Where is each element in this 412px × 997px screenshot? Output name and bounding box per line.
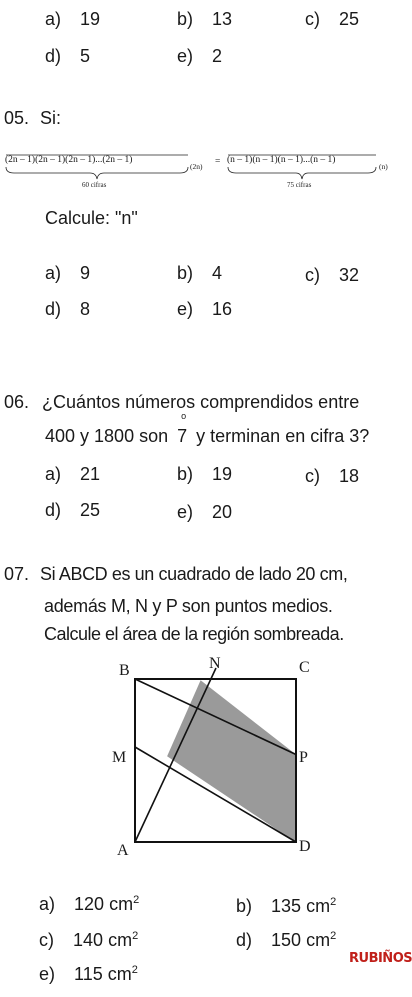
q05-option-c: c) 32 — [305, 265, 360, 285]
q06-option-c: c) 18 — [305, 466, 360, 486]
q05-option-d: d) 8 — [45, 299, 91, 319]
shaded-region — [167, 680, 296, 842]
q05-prompt: Calcule: "n" — [45, 208, 138, 228]
q05-rhs-base: (n) — [379, 162, 388, 171]
q06-line1: 06. ¿Cuántos números comprendidos entre — [4, 392, 360, 412]
q06-option-b: b) 19 — [177, 464, 233, 484]
q07-option-a: a) 120 $cm^2$ — [39, 894, 140, 914]
label-n: N — [209, 655, 221, 672]
q06-multiple: o 7 — [177, 411, 188, 446]
label-d: D — [299, 838, 311, 855]
q04-option-c: c) 25 — [305, 9, 360, 29]
q05-option-a: a) 9 — [45, 263, 91, 283]
q04-option-d: d) 5 — [45, 46, 91, 66]
q07-line1: 07. Si ABCD es un cuadrado de lado 20 cm, — [4, 564, 348, 584]
q06-option-a: a) 21 — [45, 464, 101, 484]
label-m: M — [112, 749, 127, 766]
q07-option-b: b) 135 $cm^2$ — [236, 896, 337, 916]
q07-option-e: e) 115 $cm^2$ — [39, 964, 138, 984]
q06-option-d: d) 25 — [45, 500, 101, 520]
q07-line3: Calcule el área de la región sombreada. — [44, 624, 344, 644]
q04-option-a: a) 19 — [45, 9, 101, 29]
q05-lhs-base: (2n) — [190, 162, 203, 171]
label-p: P — [299, 749, 308, 766]
label-b: B — [119, 662, 130, 679]
q07-option-c: c) 140 $cm^2$ — [39, 930, 139, 950]
q07-line2: además M, N y P son puntos medios. — [44, 596, 333, 616]
q05-option-e: e) 16 — [177, 299, 233, 319]
q04-option-e: e) 2 — [177, 46, 223, 66]
q05-header: 05. Si: — [4, 108, 62, 128]
q05-option-b: b) 4 — [177, 263, 223, 283]
q04-option-b: b) 13 — [177, 9, 233, 29]
q06-multiple-mark: o — [181, 411, 187, 421]
label-a: A — [117, 842, 129, 859]
q06-option-e: e) 20 — [177, 502, 233, 522]
q07-option-d: d) 150 $cm^2$ — [236, 930, 337, 950]
q05-rhs: (n – 1)(n – 1)(n – 1)...(n – 1) — [227, 155, 336, 165]
q06-line2: 400 y 1800 son o 7 y terminan en cifra 3? — [45, 411, 370, 446]
q05-equals: = — [215, 157, 221, 167]
q05-lhs: (2n – 1)(2n – 1)(2n – 1)...(2n – 1) — [5, 155, 133, 165]
q05-lhs-brace-label: 60 cifras — [82, 181, 107, 189]
q05-braces — [0, 150, 400, 190]
label-c: C — [299, 659, 310, 676]
publisher-logo: RUBIÑOS — [349, 951, 412, 966]
q05-rhs-brace-label: 75 cifras — [287, 181, 312, 189]
